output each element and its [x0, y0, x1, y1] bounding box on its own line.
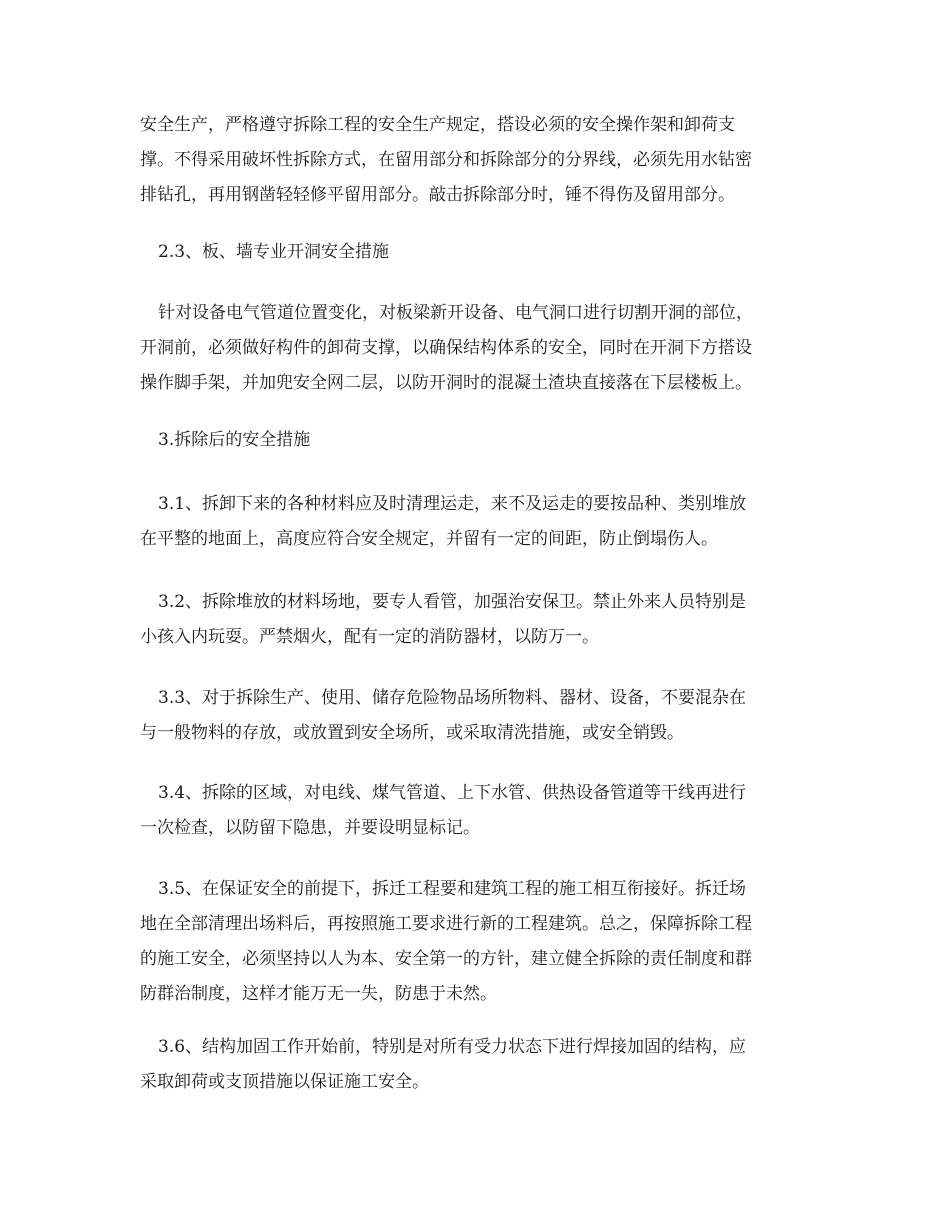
- paragraph-opening-measures: [140, 296, 820, 401]
- text-line: 安全生产，严格遵守拆除工程的安全生产规定，搭设必须的安全操作架和卸荷支: [140, 115, 735, 135]
- paragraph-3-2: [140, 585, 820, 655]
- text-line: 小孩入内玩耍。严禁烟火，配有一定的消防器材，以防万一。: [140, 627, 599, 647]
- text-line: 操作脚手架，并加兜安全网二层，以防开洞时的混凝土渣块直接落在下层楼板上。: [140, 373, 752, 393]
- text-line: 一次检查，以防留下隐患，并要设明显标记。: [140, 818, 480, 838]
- text-line: 针对设备电气管道位置变化，对板梁新开设备、电气洞口进行切割开洞的部位，: [158, 303, 753, 323]
- section-heading-2-3: [140, 235, 820, 270]
- text-line: 地在全部清理出场料后，再按照施工要求进行新的工程建筑。总之，保障拆除工程: [140, 914, 752, 934]
- paragraph-3-3: [140, 681, 820, 751]
- paragraph-3-5: [140, 872, 820, 1012]
- text-line: 的施工安全，必须坚持以人为本、安全第一的方针，建立健全拆除的责任制度和群: [140, 949, 752, 969]
- text-line: 3.5、在保证安全的前提下，拆迁工程要和建筑工程的施工相互衔接好。拆迁场: [158, 879, 747, 899]
- text-line: 3.4、拆除的区域，对电线、煤气管道、上下水管、供热设备管道等干线再进行: [158, 783, 747, 803]
- paragraph-safety-production: [140, 108, 820, 213]
- text-line: 撑。不得采用破坏性拆除方式，在留用部分和拆除部分的分界线，必须先用水钻密: [140, 150, 752, 170]
- text-line: 排钻孔，再用钢凿轻轻修平留用部分。敲击拆除部分时，锤不得伤及留用部分。: [140, 185, 735, 205]
- text-line: 3.3、对于拆除生产、使用、储存危险物品场所物料、器材、设备，不要混杂在: [158, 688, 747, 708]
- text-line: 3.6、结构加固工作开始前，特别是对所有受力状态下进行焊接加固的结构，应: [158, 1037, 747, 1057]
- text-line: 3.2、拆除堆放的材料场地，要专人看管，加强治安保卫。禁止外来人员特别是: [158, 592, 747, 612]
- paragraph-3-4: [140, 776, 820, 846]
- text-line: 防群治制度，这样才能万无一失，防患于未然。: [140, 984, 497, 1004]
- text-line: 与一般物料的存放，或放置到安全场所，或采取清洗措施，或安全销毁。: [140, 723, 684, 743]
- text-line: 采取卸荷或支顶措施以保证施工安全。: [140, 1072, 429, 1092]
- heading-text: 3.拆除后的安全措施: [158, 430, 311, 450]
- text-line: 开洞前，必须做好构件的卸荷支撑，以确保结构体系的安全，同时在开洞下方搭设: [140, 338, 752, 358]
- paragraph-3-6: [140, 1030, 820, 1100]
- section-heading-3: [140, 423, 820, 458]
- text-line: 3.1、拆卸下来的各种材料应及时清理运走，来不及运走的要按品种、类别堆放: [158, 494, 747, 514]
- paragraph-3-1: [140, 487, 820, 557]
- text-line: 在平整的地面上，高度应符合安全规定，并留有一定的间距，防止倒塌伤人。: [140, 529, 718, 549]
- heading-text: 2.3、板、墙专业开洞安全措施: [158, 242, 390, 262]
